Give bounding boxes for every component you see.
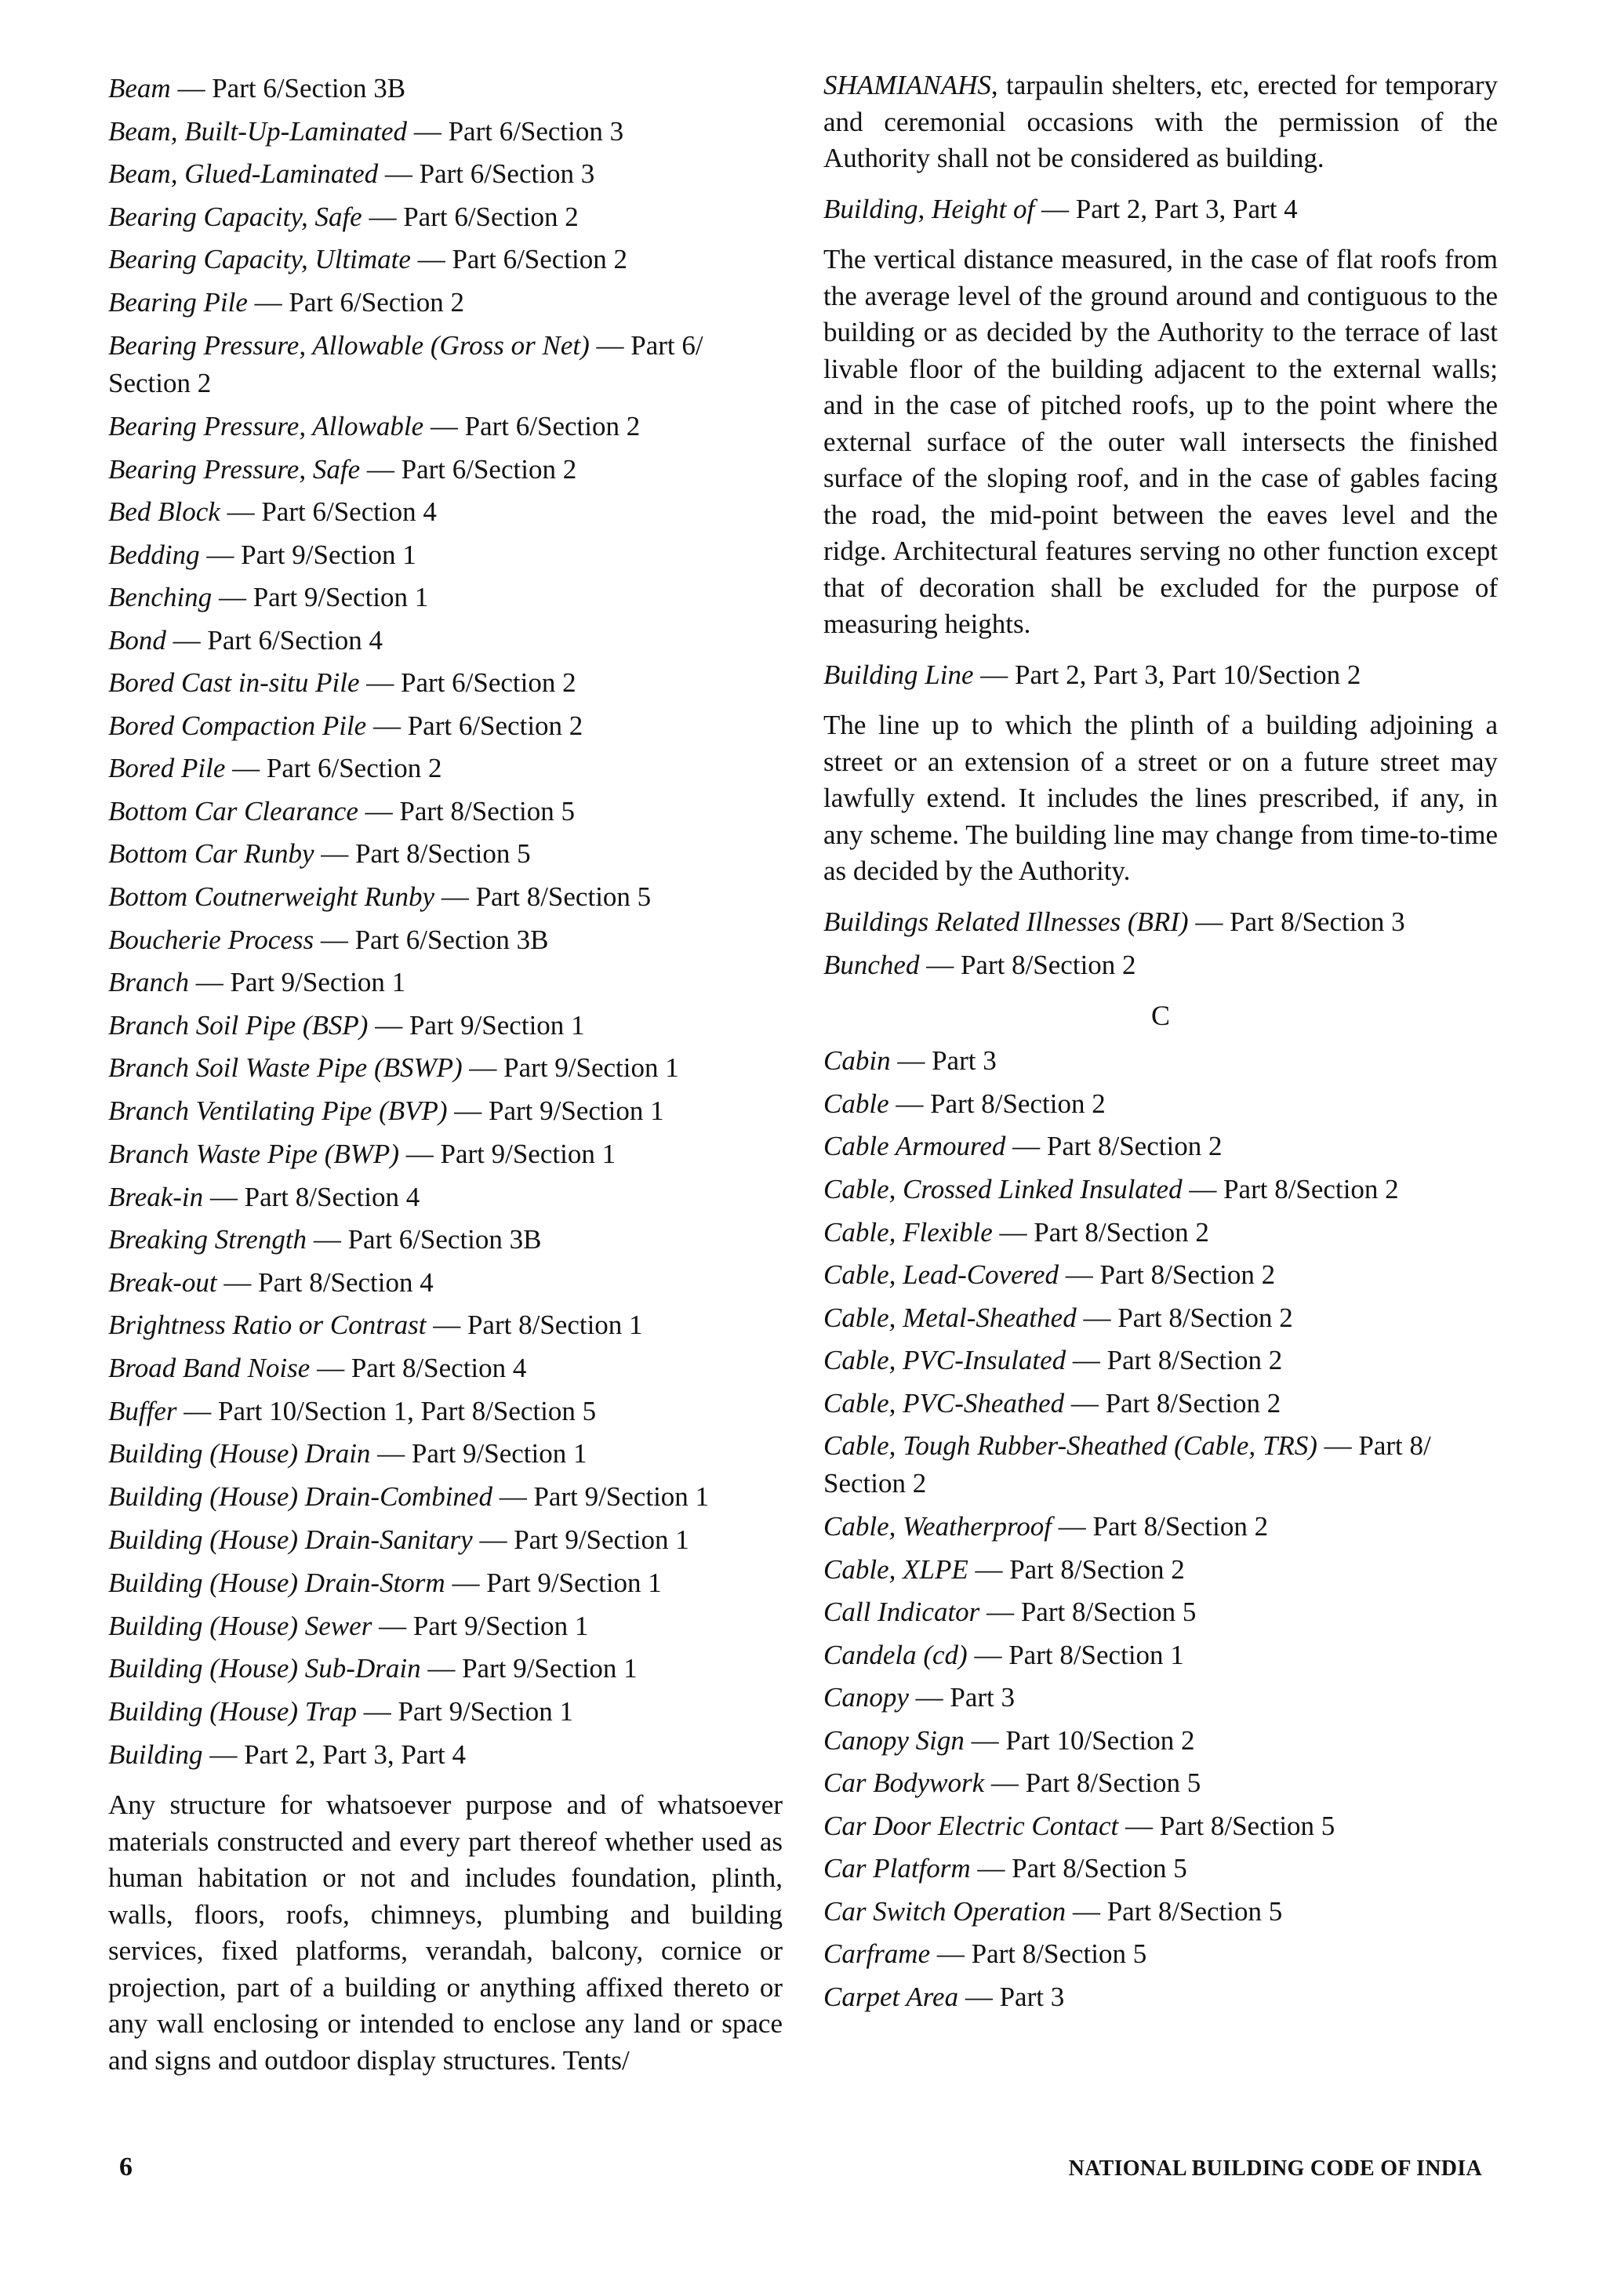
entry-ref: — Part 8/Section 2	[1076, 1302, 1293, 1333]
entry-ref: — Part 2, Part 3, Part 10/Section 2	[973, 659, 1361, 690]
height-definition: The vertical distance measured, in the case of flat roofs from the average level of the ground around and contiguous to the building or as decided by the Authority to the terrace of last livable floor of the building adjacent to the external walls; and in the case of pitched roofs, up to the point where the external surface of the outer wall intersects the finished surface of the sloping roof, and in the case of gables facing the road, the mid-point between the eaves level and the ridge. Architectural features serving no other function except that of decoration shall be excluded for the purpose of measuring heights.	[823, 244, 1498, 639]
glossary-entry	[823, 1254, 1498, 1297]
entry-ref: — Part 8/Section 3	[1188, 906, 1405, 937]
entry-term: Building (House) Sub-Drain	[108, 1653, 421, 1684]
entry-term: Bearing Capacity, Safe	[108, 201, 362, 232]
entry-term: Building (House) Drain-Combined	[108, 1480, 492, 1512]
entry-term: Cable, Lead-Covered	[823, 1259, 1059, 1290]
entry-term: Canopy Sign	[823, 1724, 965, 1756]
entry-ref: — Part 3	[908, 1682, 1016, 1713]
glossary-entry	[108, 449, 783, 492]
glossary-entry	[108, 282, 783, 325]
entry-term: Branch Ventilating Pipe (BVP)	[108, 1095, 448, 1126]
entry-term: Branch Soil Waste Pipe (BSWP)	[108, 1052, 463, 1083]
entry-term: Cable, XLPE	[823, 1553, 968, 1585]
glossary-entry	[108, 1304, 783, 1347]
glossary-entry	[823, 1040, 1498, 1083]
entry-ref: — Part 9/Section 1	[462, 1052, 679, 1083]
entry-ref: — Part 8/Section 5	[1066, 1895, 1283, 1927]
entry-term: Cable	[823, 1088, 889, 1119]
glossary-entry	[108, 325, 783, 405]
entry-term: Bearing Pressure, Allowable (Gross or Net)	[108, 329, 590, 361]
glossary-entry	[823, 1425, 1498, 1506]
entry-ref: — Part 8/Section 2	[1066, 1345, 1283, 1375]
entry-term: Cable Armoured	[823, 1131, 1006, 1161]
entry-ref: — Part 10/Section 2	[964, 1724, 1195, 1756]
glossary-entry	[108, 1219, 783, 1262]
glossary-entry	[823, 1805, 1498, 1848]
entry-ref: — Part 9/Section 1	[420, 1653, 638, 1684]
entry-term: Beam, Glued-Laminated	[108, 158, 379, 189]
entry-ref: — Part 9/Section 1	[472, 1524, 689, 1555]
entry-ref: — Part 6/Section 3	[407, 115, 624, 147]
glossary-entry	[108, 1734, 783, 1777]
glossary-entry	[823, 1762, 1498, 1805]
glossary-entry	[823, 1549, 1498, 1592]
entry-term: Cable, Crossed Linked Insulated	[823, 1173, 1183, 1204]
entry-ref: — Part 9/Section 1	[445, 1567, 662, 1598]
glossary-entry	[823, 1847, 1498, 1891]
entry-term: Candela (cd)	[823, 1639, 968, 1670]
entry-ref: — Part 9/Section 1	[189, 967, 406, 997]
glossary-entry	[108, 705, 783, 748]
entry-ref: — Part 8/Section 5	[979, 1597, 1197, 1627]
glossary-entry	[108, 196, 783, 239]
entry-term: Beam, Built-Up-Laminated	[108, 115, 408, 147]
entry-term: Cable, PVC-Sheathed	[823, 1387, 1065, 1419]
entry-ref: — Part 6/Section 2	[247, 287, 464, 318]
entry-ref: — Part 8/Section 2	[888, 1088, 1106, 1119]
entry-term: Bottom Coutnerweight Runby	[108, 881, 435, 912]
glossary-entry	[108, 1176, 783, 1219]
entry-ref: — Part 6/Section 3B	[314, 924, 549, 955]
entry-ref: — Part 8/Section 2	[1005, 1131, 1223, 1161]
entry-term: Bearing Capacity, Ultimate	[108, 244, 411, 274]
entry-term: Bottom Car Runby	[108, 838, 314, 869]
building-definition: Any structure for whatsoever purpose and of whatsoever materials constructed and every part thereof whether used as human habitation or not and includes foundation, plinth, walls, floors, roofs, chimneys, plumbing and building services, fixed platforms, verandah, balcony, cornice or projection, part of a building or anything affixed thereto or any wall enclosing or intended to enclose any land or space and signs and outdoor display structures. Tents/	[108, 1789, 783, 2076]
glossary-entry	[823, 1976, 1498, 2019]
entry-ref: — Part 9/Section 1	[398, 1139, 616, 1169]
glossary-entry	[108, 153, 783, 196]
entry-term: Buffer	[108, 1395, 177, 1426]
glossary-entry-building-line	[823, 654, 1498, 697]
entry-term: Bunched	[823, 949, 920, 980]
entry-ref: — Part 8/ Section 2	[823, 1430, 1431, 1499]
glossary-entry	[823, 1891, 1498, 1934]
glossary-entry	[108, 961, 783, 1004]
glossary-entry	[108, 238, 783, 282]
glossary-entry	[108, 1133, 783, 1176]
entry-term: Call Indicator	[823, 1597, 980, 1627]
entry-ref: — Part 2, Part 3, Part 4	[1034, 193, 1298, 224]
glossary-list-b	[108, 67, 783, 1776]
entry-ref: — Part 6/Section 2	[362, 201, 579, 232]
entry-term: Benching	[108, 582, 213, 612]
entry-term: Brightness Ratio or Contrast	[108, 1310, 427, 1340]
entry-term: Carpet Area	[823, 1981, 959, 2012]
entry-ref: — Part 6/Section 2	[225, 753, 442, 783]
entry-ref: — Part 6/Section 2	[360, 453, 577, 485]
left-column	[108, 67, 783, 2090]
entry-ref: — Part 3	[890, 1045, 997, 1076]
glossary-entry	[108, 67, 783, 111]
glossary-entry	[108, 1562, 783, 1605]
glossary-entry	[823, 1933, 1498, 1976]
entry-term: Cable, PVC-Insulated	[823, 1345, 1066, 1375]
entry-term: Breaking Strength	[108, 1224, 307, 1255]
right-column	[823, 67, 1498, 2018]
glossary-entry	[108, 1605, 783, 1648]
entry-ref: — Part 6/Section 2	[359, 667, 576, 698]
entry-ref: — Part 6/Section 4	[165, 624, 383, 656]
glossary-entry	[108, 1519, 783, 1562]
glossary-entry	[823, 1212, 1498, 1255]
entry-ref: — Part 8/Section 4	[216, 1266, 434, 1298]
glossary-entry	[823, 1720, 1498, 1763]
glossary-entry	[108, 662, 783, 705]
entry-term: Car Door Electric Contact	[823, 1810, 1119, 1841]
glossary-entry	[823, 1677, 1498, 1720]
glossary-entry	[108, 1476, 783, 1519]
glossary-entry	[108, 405, 783, 449]
shamianahs-term: SHAMIANAHS	[823, 70, 991, 100]
glossary-entry	[108, 1004, 783, 1048]
entry-ref: — Part 8/Section 5	[358, 795, 575, 826]
entry-ref: — Part 6/Section 2	[410, 244, 628, 274]
entry-term: Branch	[108, 967, 190, 997]
glossary-entry	[823, 1125, 1498, 1168]
entry-term: Building, Height of	[823, 193, 1035, 224]
glossary-entry	[108, 491, 783, 534]
glossary-entry	[108, 619, 783, 663]
glossary-entry	[823, 1168, 1498, 1212]
entry-term: Building Line	[823, 659, 974, 690]
entry-term: Beam	[108, 73, 171, 104]
entry-ref: — Part 9/Section 1	[492, 1480, 710, 1512]
entry-ref: — Part 8/Section 2	[968, 1553, 1185, 1585]
glossary-entry	[823, 1083, 1498, 1126]
entry-term: Bored Pile	[108, 753, 226, 783]
glossary-entry	[823, 1297, 1498, 1340]
glossary-entry	[108, 576, 783, 619]
glossary-entry	[823, 901, 1498, 944]
entry-ref: — Part 9/Section 1	[368, 1009, 585, 1041]
entry-ref: — Part 9/Section 1	[372, 1610, 589, 1641]
entry-term: Cable, Flexible	[823, 1216, 993, 1248]
entry-ref: — Part 9/Section 1	[447, 1095, 664, 1126]
entry-term: Break-out	[108, 1266, 217, 1298]
entry-term: Canopy	[823, 1682, 909, 1713]
entry-ref: — Part 8/Section 5	[970, 1853, 1187, 1884]
entry-term: Bored Cast in-situ Pile	[108, 667, 360, 698]
glossary-entry	[108, 534, 783, 577]
entry-ref: — Part 6/Section 4	[220, 496, 437, 527]
entry-ref: — Part 8/Section 1	[967, 1639, 1184, 1670]
glossary-entry	[108, 1433, 783, 1476]
entry-ref: — Part 8/Section 2	[919, 949, 1136, 980]
entry-term: Bond	[108, 624, 166, 656]
entry-term: Bottom Car Clearance	[108, 795, 358, 826]
entry-ref: — Part 8/Section 5	[314, 838, 531, 869]
glossary-entry	[823, 1382, 1498, 1426]
glossary-entry	[823, 1339, 1498, 1382]
entry-term: Cable, Tough Rubber-Sheathed (Cable, TRS)	[823, 1430, 1317, 1461]
glossary-entry	[108, 747, 783, 790]
line-definition: The line up to which the plinth of a building adjoining a street or an extension of a street or on a future street may lawfully extend. It includes the lines prescribed, if any, in any scheme. The building line may change from time-to-time as decided by the Authority.	[823, 710, 1498, 886]
glossary-entry	[108, 1047, 783, 1090]
entry-term: Cable, Weatherproof	[823, 1511, 1052, 1542]
shamianahs-text: , tarpaulin shelters, etc, erected for temporary and ceremonial occasions with the permission of the Authority shall not be considered as building.	[823, 70, 1498, 173]
entry-ref: — Part 8/Section 2	[1064, 1387, 1281, 1419]
entry-term: Broad Band Noise	[108, 1353, 311, 1383]
section-letter-heading: C	[1150, 1000, 1170, 1031]
page-number: 6	[119, 2152, 133, 2182]
entry-ref: — Part 10/Section 1, Part 8/Section 5	[176, 1395, 597, 1426]
entry-term: Branch Soil Pipe (BSP)	[108, 1009, 369, 1041]
entry-ref: — Part 9/Section 1	[370, 1438, 587, 1469]
entry-ref: — Part 8/Section 4	[310, 1353, 527, 1383]
entry-ref: — Part 8/Section 2	[1052, 1511, 1269, 1542]
entry-ref: — Part 3	[958, 1981, 1065, 2012]
entry-ref: — Part 8/Section 5	[984, 1767, 1201, 1798]
glossary-entry	[108, 1390, 783, 1433]
glossary-entry	[823, 1591, 1498, 1634]
entry-ref: — Part 6/Section 2	[366, 710, 583, 741]
entry-ref: — Part 9/Section 1	[212, 582, 429, 612]
entry-ref: — Part 8/Section 1	[426, 1310, 643, 1340]
entry-term: Cabin	[823, 1045, 891, 1076]
entry-term: Bed Block	[108, 496, 220, 527]
glossary-list-c	[823, 1040, 1498, 2018]
glossary-entry	[108, 1691, 783, 1734]
entry-ref: — Part 8/Section 5	[1118, 1810, 1335, 1841]
glossary-entry	[823, 1506, 1498, 1549]
glossary-entry	[108, 1347, 783, 1390]
entry-term: Car Switch Operation	[823, 1895, 1066, 1927]
glossary-entry	[108, 1262, 783, 1305]
entry-term: Building (House) Drain-Storm	[108, 1567, 445, 1598]
glossary-entry	[108, 111, 783, 154]
entry-term: Boucherie Process	[108, 924, 314, 955]
entry-ref: — Part 8/Section 2	[992, 1216, 1209, 1248]
glossary-entry	[108, 1090, 783, 1133]
glossary-entry	[108, 876, 783, 919]
entry-term: Break-in	[108, 1181, 204, 1212]
glossary-entry	[823, 1634, 1498, 1677]
entry-term: Bearing Pile	[108, 287, 248, 318]
entry-ref: — Part 6/Section 3	[378, 158, 595, 189]
entry-term: Buildings Related Illnesses (BRI)	[823, 906, 1189, 937]
entry-term: Bearing Pressure, Allowable	[108, 410, 424, 441]
entry-ref: — Part 8/Section 2	[1182, 1173, 1399, 1204]
entry-term: Bearing Pressure, Safe	[108, 453, 361, 485]
glossary-list-b-continued	[823, 901, 1498, 987]
entry-term: Building	[108, 1738, 203, 1770]
entry-term: Building (House) Drain	[108, 1438, 371, 1469]
glossary-entry	[108, 919, 783, 962]
entry-term: Car Platform	[823, 1853, 971, 1884]
entry-term: Car Bodywork	[823, 1767, 985, 1798]
entry-ref: — Part 2, Part 3, Part 4	[202, 1738, 466, 1770]
shamianahs-paragraph	[823, 67, 1498, 177]
entry-term: Bedding	[108, 539, 200, 570]
publication-title: NATIONAL BUILDING CODE OF INDIA	[1068, 2156, 1482, 2181]
entry-ref: — Part 6/Section 3B	[170, 73, 406, 104]
entry-ref: — Part 6/ Section 2	[108, 329, 703, 398]
glossary-entry	[823, 944, 1498, 987]
glossary-entry	[108, 833, 783, 876]
entry-term: Building (House) Drain-Sanitary	[108, 1524, 473, 1555]
entry-term: Building (House) Trap	[108, 1696, 357, 1727]
entry-ref: — Part 8/Section 5	[930, 1938, 1147, 1969]
entry-ref: — Part 9/Section 1	[356, 1696, 574, 1727]
entry-ref: — Part 8/Section 4	[203, 1181, 420, 1212]
entry-term: Branch Waste Pipe (BWP)	[108, 1139, 399, 1169]
glossary-entry	[108, 1648, 783, 1691]
glossary-entry-building-height	[823, 188, 1498, 231]
entry-ref: — Part 9/Section 1	[199, 539, 416, 570]
glossary-entry	[108, 790, 783, 834]
entry-ref: — Part 6/Section 2	[423, 410, 641, 441]
entry-term: Building (House) Sewer	[108, 1610, 372, 1641]
entry-term: Cable, Metal-Sheathed	[823, 1302, 1077, 1333]
entry-term: Bored Compaction Pile	[108, 710, 367, 741]
entry-term: Carframe	[823, 1938, 931, 1969]
entry-ref: — Part 8/Section 2	[1059, 1259, 1276, 1290]
entry-ref: — Part 8/Section 5	[434, 881, 652, 912]
entry-ref: — Part 6/Section 3B	[307, 1224, 542, 1255]
